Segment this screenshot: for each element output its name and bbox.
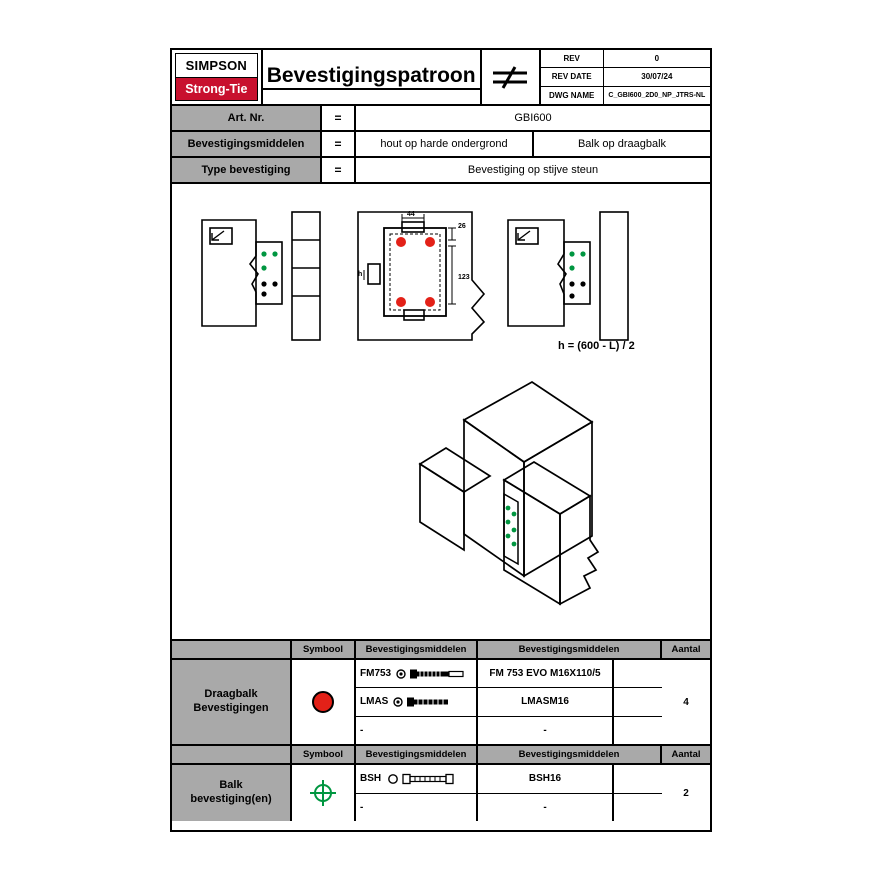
fastener-code-2: LMAS	[360, 696, 389, 708]
bolt-icon	[392, 695, 464, 709]
quantity-beam: 2	[683, 787, 689, 799]
qty-spacer-2	[614, 688, 662, 715]
table-header-row	[172, 641, 710, 660]
crosshair-glyph	[308, 778, 338, 808]
revision-row	[541, 50, 710, 68]
fastener-cell-b2	[356, 794, 478, 822]
table-row	[356, 765, 662, 794]
dwg-name-value: C_GBI600_2D0_NP_JTRS-NL	[608, 91, 706, 99]
fastener-code-b2: -	[360, 801, 364, 813]
company-logo	[172, 50, 263, 104]
header-fasteners: Bevestigingsmiddelen	[356, 641, 478, 658]
center-view-markers	[396, 237, 435, 307]
info-label-fasteners: Bevestigingsmiddelen	[172, 132, 322, 156]
header-quantity: Aantal	[662, 641, 710, 658]
dim-h-label: h	[358, 271, 363, 278]
info-row-fasteners	[172, 132, 710, 158]
info-row-article	[172, 106, 710, 132]
drawing-name-row	[541, 87, 710, 104]
qty-spacer-3	[614, 717, 662, 744]
not-parallel-glyph	[489, 62, 531, 92]
table-row	[356, 794, 662, 822]
quantity-carrier: 4	[683, 696, 689, 708]
rev-date-value: 30/07/24	[641, 72, 673, 82]
drawing-sheet	[170, 48, 712, 832]
table-body-row	[172, 765, 710, 821]
table-row	[356, 688, 662, 716]
fastener-description-b1: BSH16	[478, 765, 614, 793]
info-eq-article: =	[322, 106, 356, 130]
info-value-article: GBI600	[514, 112, 552, 124]
hex-bolt-icon	[385, 772, 463, 786]
right-view-markers	[569, 251, 585, 298]
fastener-lines	[356, 660, 662, 744]
info-row-type	[172, 158, 710, 184]
rev-label: REV	[541, 50, 604, 67]
header-description: Bevestigingsmiddelen	[478, 641, 662, 658]
qty-spacer-b2	[614, 794, 662, 822]
fastener-description-2: LMASM16	[478, 688, 614, 715]
title-block	[172, 50, 710, 106]
fastener-description-3: -	[478, 717, 614, 744]
fastener-table-beam	[172, 746, 710, 821]
revision-date-row	[541, 68, 710, 86]
rev-date-label: REV DATE	[541, 68, 604, 85]
dwg-name-label: DWG NAME	[541, 87, 604, 104]
dim-top-label: 44	[407, 211, 415, 218]
iso-view-markers	[506, 506, 517, 547]
fastener-cell-b1	[356, 765, 478, 793]
red-circle-glyph	[309, 688, 337, 716]
info-value-type: Bevestiging op stijve steun	[467, 164, 599, 176]
info-eq-fasteners: =	[322, 132, 356, 156]
screw-icon	[395, 667, 467, 681]
row-title-carrier	[172, 660, 292, 744]
info-label-type: Type bevestiging	[172, 158, 322, 182]
red-filled-circle-icon	[292, 660, 356, 744]
table-header-row	[172, 746, 710, 765]
qty-spacer-b1	[614, 765, 662, 793]
info-value-fasteners-a: hout op harde ondergrond	[380, 138, 508, 150]
table-row	[356, 660, 662, 688]
header-quantity-2: Aantal	[662, 746, 710, 763]
green-crosshair-icon	[292, 765, 356, 821]
row-title-beam-line2: bevestiging(en)	[190, 793, 272, 805]
fastener-code-1: FM753	[360, 668, 392, 680]
header-fasteners-2: Bevestigingsmiddelen	[356, 746, 478, 763]
fastener-cell-1	[356, 660, 478, 687]
row-title-line2: Bevestigingen	[193, 702, 269, 714]
drawing-area	[172, 184, 710, 641]
fastener-cell-2	[356, 688, 478, 715]
technical-drawing	[172, 184, 710, 639]
qty-spacer-1	[614, 660, 662, 687]
logo-strongtie-text: Strong-Tie	[175, 78, 258, 102]
header-description-2: Bevestigingsmiddelen	[478, 746, 662, 763]
logo-simpson-text: SIMPSON	[175, 53, 258, 78]
row-title-line1: Draagbalk	[204, 688, 258, 701]
table-body-row	[172, 660, 710, 744]
fastener-description-1: FM 753 EVO M16X110/5	[478, 660, 614, 687]
revision-block	[541, 50, 710, 104]
info-label-article: Art. Nr.	[172, 106, 322, 130]
left-view-markers	[261, 251, 277, 296]
header-spacer-2	[172, 746, 292, 763]
isometric-view	[420, 382, 598, 604]
header-spacer	[172, 641, 292, 658]
page-title: Bevestigingspatroon	[263, 64, 480, 90]
info-value-fasteners-b: Balk op draagbalk	[532, 132, 710, 156]
header-symbol: Symbool	[292, 641, 356, 658]
row-title-beam	[172, 765, 292, 821]
rev-value: 0	[654, 54, 660, 64]
fastener-cell-3	[356, 717, 478, 744]
fastener-table-carrier	[172, 641, 710, 746]
fastener-description-b2: -	[478, 794, 614, 822]
header-symbol-2: Symbool	[292, 746, 356, 763]
table-row	[356, 717, 662, 744]
fastener-code-3: -	[360, 724, 364, 736]
dim-large-label: 123	[458, 274, 470, 281]
sheet-title	[263, 50, 482, 104]
info-eq-type: =	[322, 158, 356, 182]
not-parallel-icon	[482, 50, 541, 104]
fastener-lines-2	[356, 765, 662, 821]
fastener-code-b1: BSH	[360, 773, 382, 785]
row-title-beam-line1: Balk	[219, 779, 243, 792]
dim-small-label: 26	[458, 223, 466, 230]
height-formula: h = (600 - L) / 2	[558, 340, 635, 352]
